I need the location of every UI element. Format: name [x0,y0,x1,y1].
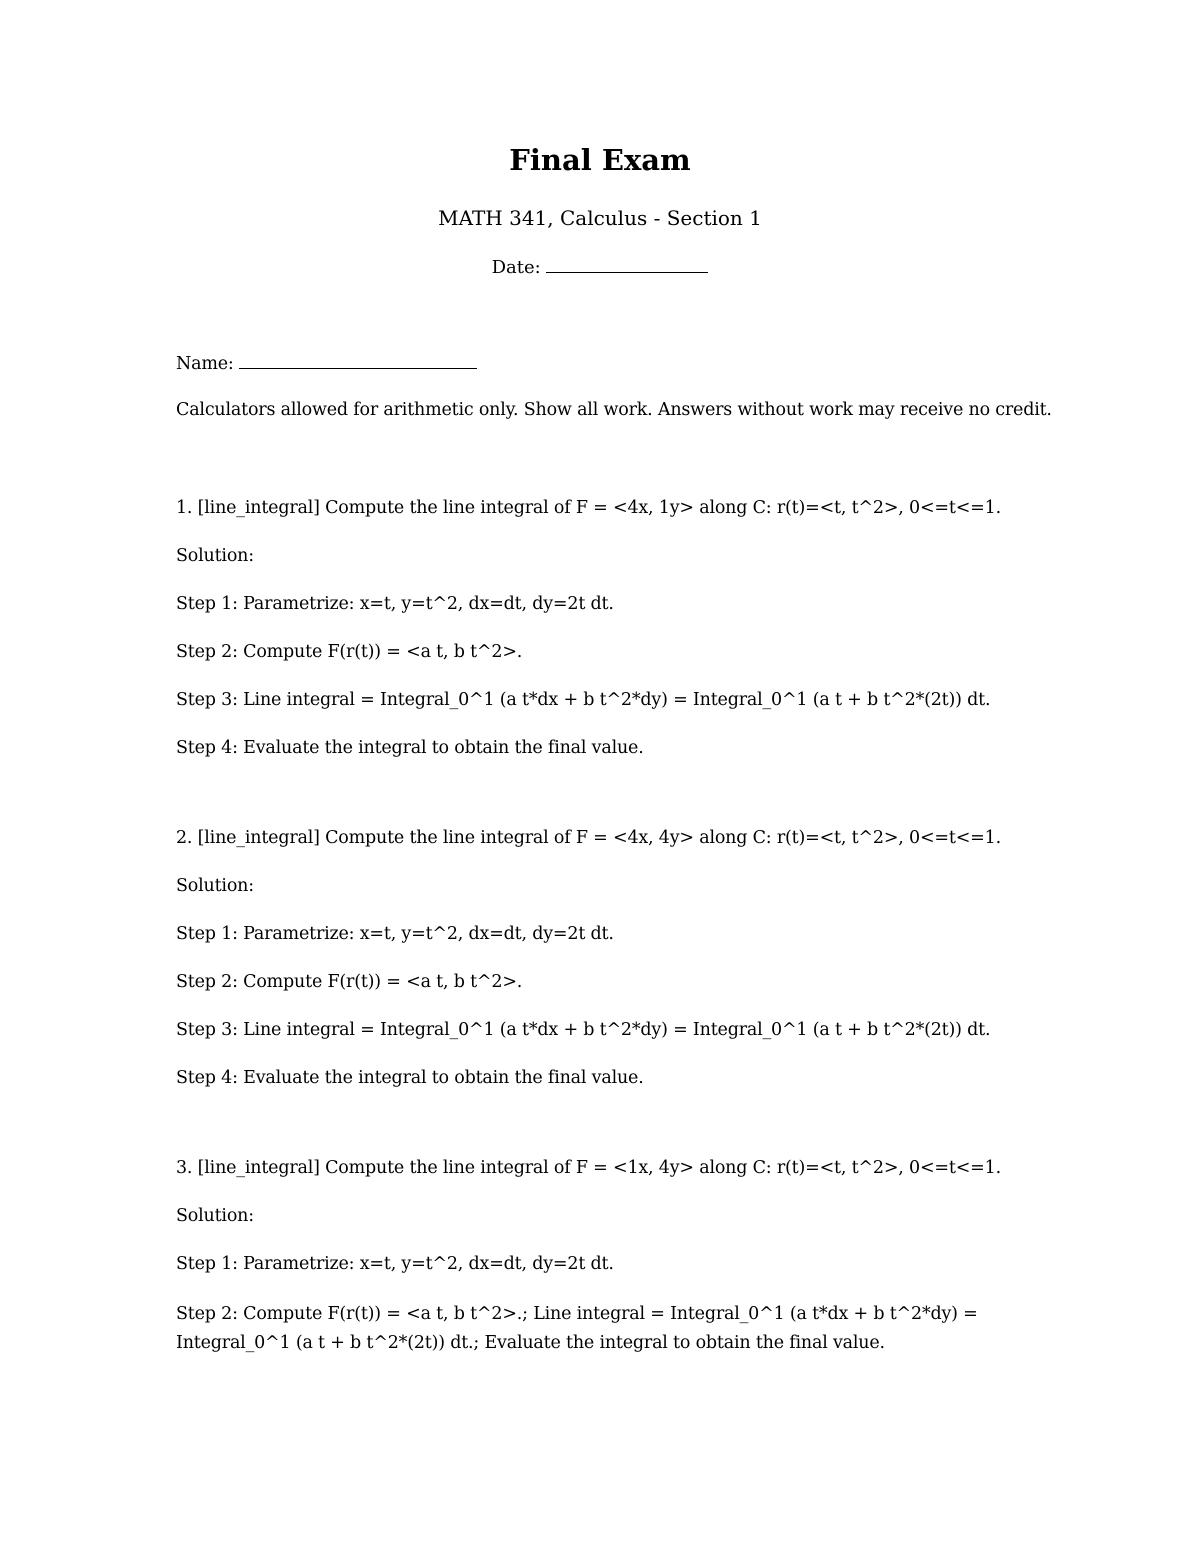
solution-step: Step 2: Compute F(r(t)) = <a t, b t^2>. [176,642,523,662]
exam-body [176,352,1052,1358]
solution-step: Step 2: Compute F(r(t)) = <a t, b t^2>. [176,972,523,992]
question-prompt: 3. [line_integral] Compute the line integral of F = <1x, 4y> along C: r(t)=<t, t^2>, 0<=t<=1. [176,1158,1001,1178]
solution-step: Step 1: Parametrize: x=t, y=t^2, dx=dt, dy=2t dt. [176,1254,614,1274]
exam-title: Final Exam [509,143,691,177]
instructions: Calculators allowed for arithmetic only. Show all work. Answers without work may receive no credit. [176,400,1052,420]
name-label: Name: [176,354,234,374]
solution-step: Step 4: Evaluate the integral to obtain the final value. [176,738,644,758]
solution-step: Step 1: Parametrize: x=t, y=t^2, dx=dt, dy=2t dt. [176,924,614,944]
solution-step: Step 2: Compute F(r(t)) = <a t, b t^2>.; Line integral = Integral_0^1 (a t*dx + b t^2*dy) = Integral_0^1 (a t + b t^2*(2t)) dt.; Evaluate the integral to obtain the final value. [176,1304,978,1353]
question-prompt: 1. [line_integral] Compute the line integral of F = <4x, 1y> along C: r(t)=<t, t^2>, 0<=t<=1. [176,498,1001,518]
question-2 [176,826,1026,1090]
date-line [0,256,1200,280]
solution-step: Step 3: Line integral = Integral_0^1 (a t*dx + b t^2*dy) = Integral_0^1 (a t + b t^2*(2t)) dt. [176,690,991,710]
date-label: Date: [491,257,541,278]
course-subtitle: MATH 341, Calculus - Section 1 [438,206,762,230]
question-3 [176,1156,1026,1358]
question-prompt: 2. [line_integral] Compute the line integral of F = <4x, 4y> along C: r(t)=<t, t^2>, 0<=t<=1. [176,828,1001,848]
solution-label: Solution: [176,1206,254,1226]
name-blank [239,352,477,369]
date-blank [546,256,708,273]
solution-label: Solution: [176,876,254,896]
solution-label: Solution: [176,546,254,566]
name-line [176,352,1026,376]
solution-step: Step 4: Evaluate the integral to obtain the final value. [176,1068,644,1088]
solution-step: Step 3: Line integral = Integral_0^1 (a t*dx + b t^2*dy) = Integral_0^1 (a t + b t^2*(2t)) dt. [176,1020,991,1040]
solution-step: Step 1: Parametrize: x=t, y=t^2, dx=dt, dy=2t dt. [176,594,614,614]
question-1 [176,496,1026,760]
